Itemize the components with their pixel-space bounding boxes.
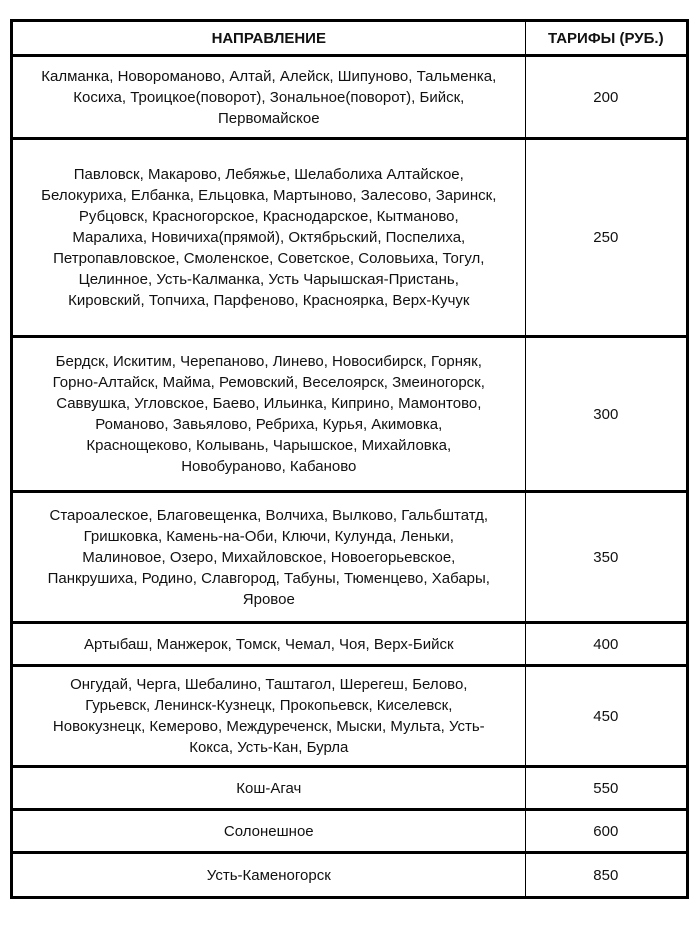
direction-cell: Онгудай, Черга, Шебалино, Таштагол, Шерегеш, Белово, Гурьевск, Ленинск-Кузнецк, Прокопьевск, Киселевск, Новокузнецк, Кемерово, Междуреченск, Мыски, Мульта, Усть- Кокса, Усть-Кан, Бурла — [12, 666, 526, 767]
tariff-cell: 300 — [525, 337, 687, 492]
direction-cell: Усть-Каменогорск — [12, 853, 526, 898]
direction-cell: Староалеское, Благовещенка, Волчиха, Вылково, Гальбштатд, Гришковка, Камень-на-Оби, Ключи, Кулунда, Леньки, Малиновое, Озеро, Михайловское, Новоегорьевское, Панкрушиха, Родино, Славгород, Табуны, Тюменцево, Хабары, Яровое — [12, 492, 526, 623]
table-row — [12, 56, 688, 139]
tariff-table — [10, 19, 689, 899]
direction-cell: Калманка, Новороманово, Алтай, Алейск, Шипуново, Тальменка, Косиха, Троицкое(поворот), Зональное(поворот), Бийск, Первомайское — [12, 56, 526, 139]
table-row — [12, 337, 688, 492]
tariff-cell: 200 — [525, 56, 687, 139]
direction-cell: Кош-Агач — [12, 767, 526, 810]
table-header-row — [12, 21, 688, 56]
table-row — [12, 666, 688, 767]
table-row — [12, 810, 688, 853]
table-row — [12, 623, 688, 666]
tariff-cell: 250 — [525, 139, 687, 337]
table-row — [12, 492, 688, 623]
table-row — [12, 139, 688, 337]
tariff-cell: 350 — [525, 492, 687, 623]
tariff-cell: 550 — [525, 767, 687, 810]
tariff-cell: 450 — [525, 666, 687, 767]
direction-cell: Павловск, Макарово, Лебяжье, Шелаболиха Алтайское, Белокуриха, Елбанка, Ельцовка, Мартыново, Залесово, Заринск, Рубцовск, Красногорское, Краснодарское, Кытманово, Маралиха, Новичиха(прямой), Октябрьский, Поспелиха, Петропавловское, Смоленское, Советское, Соловьиха, Тогул, Целинное, Усть-Калманка, Усть Чарышская-Пристань, Кировский, Топчиха, Парфеново, Красноярка, Верх-Кучук — [12, 139, 526, 337]
table-row — [12, 853, 688, 898]
tariff-cell: 850 — [525, 853, 687, 898]
header-direction: НАПРАВЛЕНИЕ — [12, 21, 526, 56]
table-row — [12, 767, 688, 810]
tariff-cell: 600 — [525, 810, 687, 853]
header-tariff: ТАРИФЫ (РУБ.) — [525, 21, 687, 56]
direction-cell: Солонешное — [12, 810, 526, 853]
tariff-cell: 400 — [525, 623, 687, 666]
direction-cell: Бердск, Искитим, Черепаново, Линево, Новосибирск, Горняк, Горно-Алтайск, Майма, Ремовский, Веселоярск, Змеиногорск, Саввушка, Угловское, Баево, Ильинка, Киприно, Мамонтово, Романово, Завьялово, Ребриха, Курья, Акимовка, Краснощеково, Колывань, Чарышское, Михайловка, Новобураново, Кабаново — [12, 337, 526, 492]
direction-cell: Артыбаш, Манжерок, Томск, Чемал, Чоя, Верх-Бийск — [12, 623, 526, 666]
